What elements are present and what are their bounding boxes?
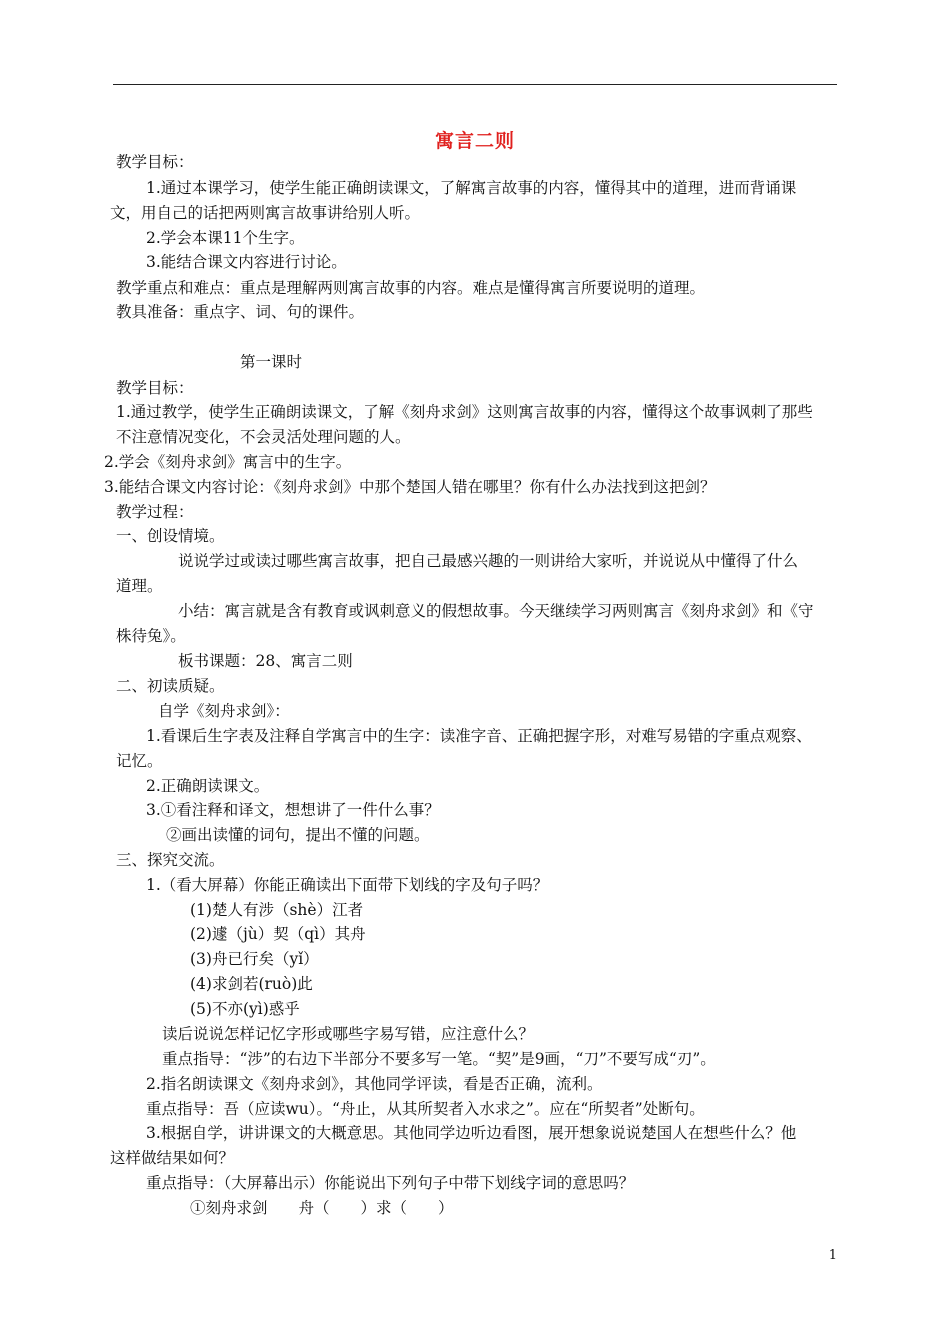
text-line: 教学重点和难点：重点是理解两则寓言故事的内容。难点是懂得寓言所要说明的道理。 xyxy=(116,279,706,297)
text-line: 2.正确朗读课文。 xyxy=(146,777,270,795)
text-line: (4)求剑若(ruò)此 xyxy=(190,975,313,993)
text-line: 教具准备：重点字、词、句的课件。 xyxy=(116,303,365,321)
text-line: 重点指导：（大屏幕出示）你能说出下列句子中带下划线字词的意思吗？ xyxy=(146,1174,635,1192)
text-line: (5)不亦(yì)惑乎 xyxy=(190,1000,300,1018)
header-rule xyxy=(113,84,837,85)
text-line: 不注意情况变化，不会灵活处理问题的人。 xyxy=(116,428,411,446)
text-line: (2)遽（jù）契（qì）其舟 xyxy=(190,925,366,943)
document-title: 寓言二则 xyxy=(434,130,515,152)
text-line: 2.指名朗读课文《刻舟求剑》，其他同学评读，看是否正确，流利。 xyxy=(146,1075,603,1093)
text-line: 说说学过或读过哪些寓言故事，把自己最感兴趣的一则讲给大家听，并说说从中懂得了什么 xyxy=(178,552,799,570)
text-line: 板书课题：28、寓言二则 xyxy=(178,652,353,670)
text-line: 2.学会本课11个生字。 xyxy=(146,229,305,247)
text-line: ①刻舟求剑 舟（ ）求（ ） xyxy=(190,1199,454,1217)
text-line: 1.通过本课学习，使学生能正确朗读课文，了解寓言故事的内容，懂得其中的道理，进而背诵课 xyxy=(146,179,797,197)
text-line: 1.（看大屏幕）你能正确读出下面带下划线的字及句子吗？ xyxy=(146,876,549,894)
text-line: 三、探究交流。 xyxy=(116,851,225,869)
text-line: 这样做结果如何？ xyxy=(110,1149,235,1167)
text-line: 3.根据自学，讲讲课文的大概意思。其他同学边听边看图，展开想象说说楚国人在想些什么？他 xyxy=(146,1124,797,1142)
text-line: 文，用自己的话把两则寓言故事讲给别人听。 xyxy=(110,204,421,222)
text-line: 3.能结合课文内容进行讨论。 xyxy=(146,253,347,271)
text-line: 1.通过教学，使学生正确朗读课文，了解《刻舟求剑》这则寓言故事的内容，懂得这个故事讽刺了那些 xyxy=(116,403,813,421)
text-line: 道理。 xyxy=(116,577,163,595)
text-line: 1.看课后生字表及注释自学寓言中的生字：读准字音、正确把握字形，对难写易错的字重点观察、 xyxy=(146,727,812,745)
text-line: 重点指导：“涉”的右边下半部分不要多写一笔。“契”是9画，“刀”不要写成“刃”。 xyxy=(162,1050,716,1068)
text-line: (1)楚人有涉（shè）江者 xyxy=(190,901,364,919)
text-line: 教学目标： xyxy=(116,153,194,171)
text-line: ②画出读懂的词句，提出不懂的问题。 xyxy=(166,826,430,844)
text-line: (3)舟已行矣（yǐ） xyxy=(190,950,319,968)
text-line: 株待兔》。 xyxy=(116,627,186,645)
page-number: 1 xyxy=(828,1248,837,1263)
text-line: 重点指导：吾（应读wu）。“舟止，从其所契者入水求之”。应在“所契者”处断句。 xyxy=(146,1100,705,1118)
text-line: 一、创设情境。 xyxy=(116,527,225,545)
text-line: 小结：寓言就是含有教育或讽刺意义的假想故事。今天继续学习两则寓言《刻舟求剑》和《守 xyxy=(178,602,814,620)
text-line: 第一课时 xyxy=(240,353,303,371)
text-line: 3.①看注释和译文，想想讲了一件什么事？ xyxy=(146,801,440,819)
text-line: 教学过程： xyxy=(116,503,194,521)
text-line: 3.能结合课文内容讨论：《刻舟求剑》中那个楚国人错在哪里？你有什么办法找到这把剑？ xyxy=(104,478,716,496)
text-line: 教学目标： xyxy=(116,379,194,397)
text-line: 自学《刻舟求剑》： xyxy=(158,702,290,720)
text-line: 记忆。 xyxy=(116,752,163,770)
text-line: 二、初读质疑。 xyxy=(116,677,225,695)
text-line: 2.学会《刻舟求剑》寓言中的生字。 xyxy=(104,453,352,471)
text-line: 读后说说怎样记忆字形或哪些字易写错，应注意什么？ xyxy=(162,1025,535,1043)
